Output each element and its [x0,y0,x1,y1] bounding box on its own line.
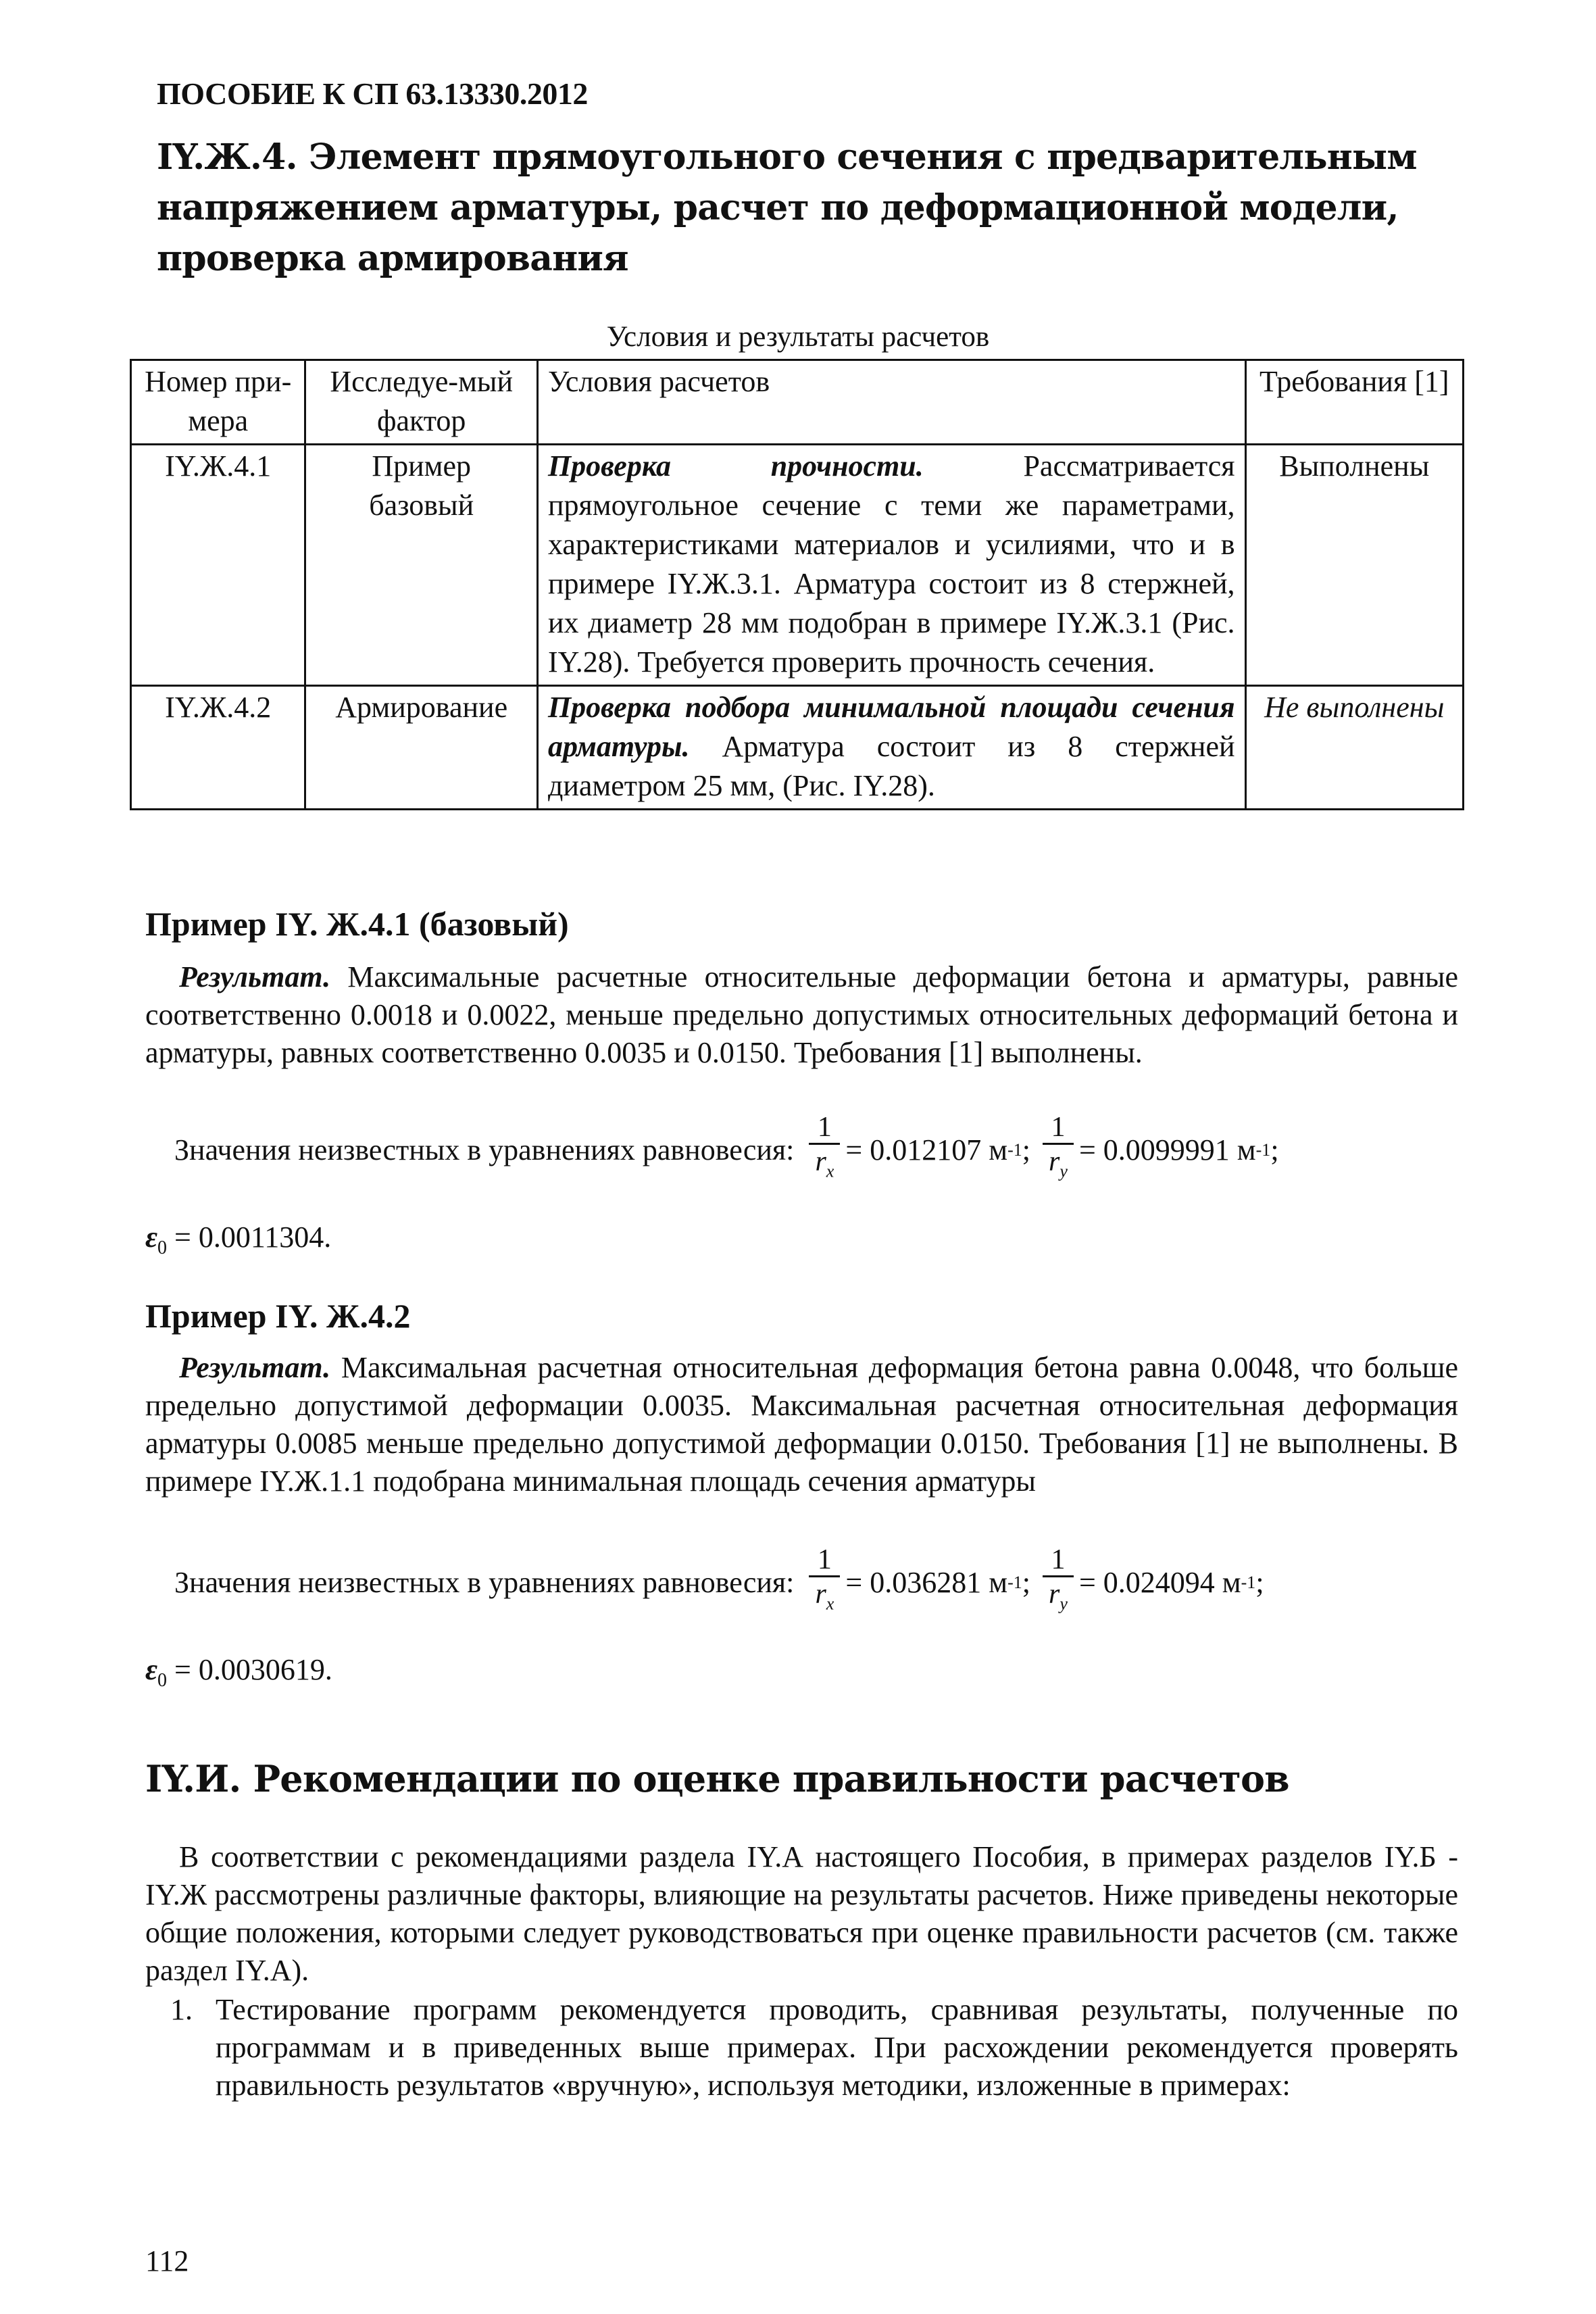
table-caption: Условия и результаты расчетов [606,321,990,353]
conditions-lead: Проверка прочности. [547,449,924,483]
section-i-paragraph: В соответствии с рекомендациями раздела IY.А настоящего Пособия, в примерах разделов IY.Б - IY.Ж рассмотрены различные факторы, влияющие на результаты расчетов. Ниже приведены некоторые общие положения, которыми следует руководствоваться при оценке правильности расчетов (см. также раздел IY.А). [145,1840,1458,1987]
row-factor: Армирование [305,686,538,810]
example1-equation: Значения неизвестных в уравнениях равновесия: $\frac{1}{r_x}$ = 0.012107 м -1 ; $\frac{1}{r_y}$ = 0.0099991 м -1 ; [174,1112,1279,1188]
conditions-lead: Проверка подбора минимальной площади сечения арматуры. [547,691,1235,763]
example1-result [145,958,1458,1072]
header-conditions: Условия расчетов [537,360,1245,445]
example2-result [145,1349,1458,1500]
unit-exponent: -1 [1007,1572,1022,1592]
result-lead: Результат. [179,960,331,993]
running-header: ПОСОБИЕ К СП 63.13330.2012 [157,76,588,111]
fraction-1-over-ry [1043,1544,1074,1621]
list-item [170,1991,1458,2104]
equation-label: Значения неизвестных в уравнениях равновесия: [174,1133,795,1167]
conditions-text: Рассматривается прямоугольное сечение с теми же параметрами, характеристиками материалов и усилиями, что и в примере IY.Ж.3.1. Арматура состоит из 8 стержней, их диаметр 28 мм подобран в примере IY.Ж.3.1 (Рис. IY.28). Требуется проверить прочность сечения. [547,449,1235,679]
fraction-numerator: 1 [817,1544,832,1575]
epsilon-value: = 0.0011304. [174,1221,332,1254]
result-text: Максимальные расчетные относительные деформации бетона и арматуры, равные соответственно 0.0018 и 0.0022, меньше предельно допустимых относительных деформаций бетона и арматуры, равных соответственно 0.0035 и 0.0150. Требования [1] выполнены. [145,960,1458,1069]
table-row [131,445,1464,686]
section-heading: IY.Ж.4. Элемент прямоугольного сечения с предварительным напряжением арматуры, расчет по деформационной модели, проверка армирования [157,137,1417,279]
row-conditions [537,686,1245,810]
fraction-numerator: 1 [817,1112,832,1143]
list-item-text: Тестирование программ рекомендуется проводить, сравнивая результаты, полученные по программам и в приведенных выше примерах. При расхождении рекомендуется проверять правильность результатов «вручную», используя методики, изложенные в примерах: [216,1993,1458,2102]
example2-heading: Пример IY. Ж.4.2 [145,1297,411,1335]
ry-value: = 0.024094 м [1078,1566,1241,1600]
page-number: 112 [145,2244,189,2278]
fraction-denominator: $r_y$ [1049,1579,1068,1614]
fraction-numerator: 1 [1051,1112,1066,1143]
result-lead: Результат. [179,1351,331,1384]
header-factor: Исследуе-мый фактор [305,360,538,445]
section-i-heading: IY.И. Рекомендации по оценке правильности расчетов [145,1757,1289,1800]
epsilon-value: = 0.0030619. [174,1653,332,1686]
list-item-number: 1. [170,1993,193,2026]
row-factor: Пример базовый [305,445,538,686]
fraction-1-over-rx [809,1112,840,1188]
example2-epsilon: $\varepsilon_0 = 0.0030619$. [145,1653,332,1691]
fraction-denominator: $r_x$ [815,1579,834,1614]
result-text: Максимальная расчетная относительная деформация бетона равна 0.0048, что больше предельно допустимой деформации 0.0035. Максимальная расчетная относительная деформация арматуры 0.0085 меньше предельно допустимой деформации 0.0150. Требования [1] не выполнены. В примере IY.Ж.1.1 подобрана минимальная площадь сечения арматуры [145,1351,1458,1498]
rx-value: = 0.036281 м [845,1566,1008,1600]
equation-label: Значения неизвестных в уравнениях равновесия: [174,1566,795,1600]
rx-value: = 0.012107 м [845,1133,1008,1167]
fraction-1-over-rx [809,1544,840,1621]
unit-exponent: -1 [1241,1572,1256,1592]
row-number: IY.Ж.4.2 [131,686,305,810]
fraction-denominator: $r_x$ [815,1146,834,1181]
unit-exponent: -1 [1255,1139,1271,1160]
header-number: Номер при-мера [131,360,305,445]
unit-exponent: -1 [1007,1139,1022,1160]
row-requirement: Не выполнены [1245,686,1463,810]
ry-value: = 0.0099991 м [1078,1133,1256,1167]
conditions-text: Арматура состоит из 8 стержней диаметром 25 мм, (Рис. IY.28). [547,730,1235,802]
example2-equation: Значения неизвестных в уравнениях равновесия: $\frac{1}{r_x}$ = 0.036281 м -1 ; $\frac{1}{r_y}$ = 0.024094 м -1 ; [174,1544,1264,1621]
results-table [130,359,1464,810]
header-requirements: Требования [1] [1245,360,1463,445]
example1-heading: Пример IY. Ж.4.1 (базовый) [145,905,569,943]
fraction-1-over-ry [1043,1112,1074,1188]
fraction-numerator: 1 [1051,1544,1066,1575]
example1-epsilon: $\varepsilon_0 = 0.0011304$. [145,1221,332,1258]
fraction-denominator: $r_y$ [1049,1146,1068,1181]
row-number: IY.Ж.4.1 [131,445,305,686]
table-header-row [131,360,1464,445]
table-row [131,686,1464,810]
row-conditions [537,445,1245,686]
row-requirement: Выполнены [1245,445,1463,686]
